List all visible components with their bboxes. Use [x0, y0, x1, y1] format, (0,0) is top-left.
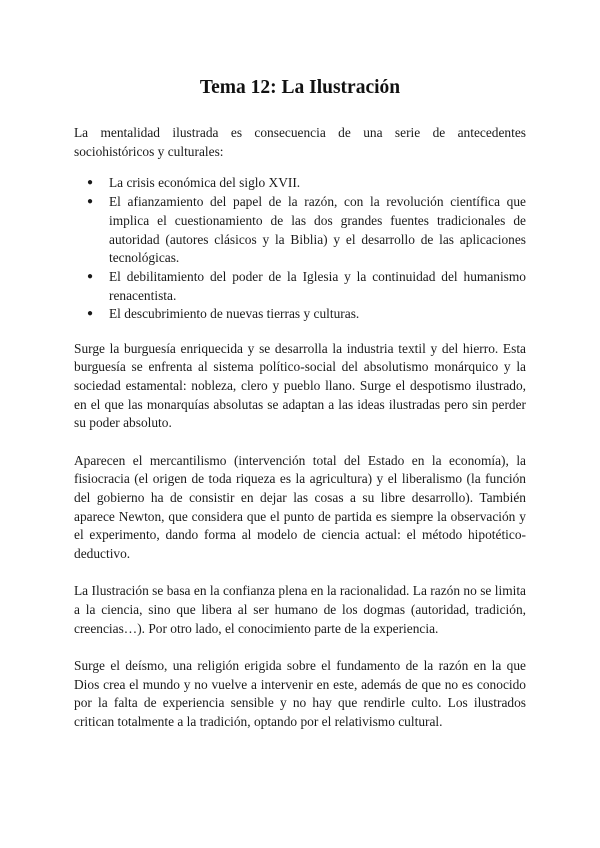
intro-paragraph: La mentalidad ilustrada es consecuencia de una serie de antecedentes sociohistóricos y culturales: [74, 125, 526, 159]
list-item-text: El afianzamiento del papel de la razón, con la revolución científica que implica el cuestionamiento de las dos grandes fuentes tradicionales de autoridad (autores clásicos y la Biblia) y el desarrollo de las aplicaciones tecnológicas. [109, 194, 526, 266]
bullet-icon: ● [87, 196, 94, 208]
paragraph-racionalidad: La Ilustración se basa en la confianza plena en la racionalidad. La razón no se limita a la ciencia, sino que libera al ser humano de los dogmas (autoridad, tradición, creencias…). Por otro lado, el conocimiento parte de la experiencia. [74, 583, 526, 636]
paragraph-deismo: Surge el deísmo, una religión erigida sobre el fundamento de la razón en la que Dios crea el mundo y no vuelve a intervenir en este, además de que no es conocido por la falta de experiencia sensible y no hay que rendirle culto. Los ilustrados critican totalmente a la tradición, optando por el relativismo cultural. [74, 657, 526, 729]
antecedentes-list [74, 174, 526, 324]
page-title: Tema 12: La Ilustración [199, 77, 401, 98]
bullet-icon: ● [87, 270, 94, 282]
bullet-icon: ● [87, 177, 94, 189]
list-item [74, 174, 526, 193]
document-page [74, 74, 526, 732]
list-item [74, 305, 526, 324]
paragraph-economia: Aparecen el mercantilismo (intervención total del Estado en la economía), la fisiocracia (el origen de toda riqueza es la agricultura) y el liberalismo (la función del gobierno ha de consistir en dejar las cosas a su libre desarrollo). También aparece Newton, que considera que el punto de partida es siempre la observación y el experimento, dando forma al modelo de ciencia actual: el método hipotético-deductivo. [74, 452, 526, 562]
paragraph-burguesia: Surge la burguesía enriquecida y se desarrolla la industria textil y del hierro. Esta burguesía se enfrenta al sistema político-social del absolutismo monárquico y la sociedad estamental: nobleza, clero y pueblo llano. Surge el despotismo ilustrado, en el que las monarquías absolutas se adaptan a las ideas ilustradas pero sin perder su poder absoluto. [74, 340, 526, 431]
list-item-text: La crisis económica del siglo XVII. [109, 175, 301, 191]
list-item-text: El descubrimiento de nuevas tierras y culturas. [109, 306, 360, 322]
bullet-icon: ● [87, 308, 94, 320]
list-item [74, 268, 526, 305]
list-item [74, 193, 526, 268]
list-item-text: El debilitamiento del poder de la Iglesia y la continuidad del humanismo renacentista. [109, 268, 526, 303]
